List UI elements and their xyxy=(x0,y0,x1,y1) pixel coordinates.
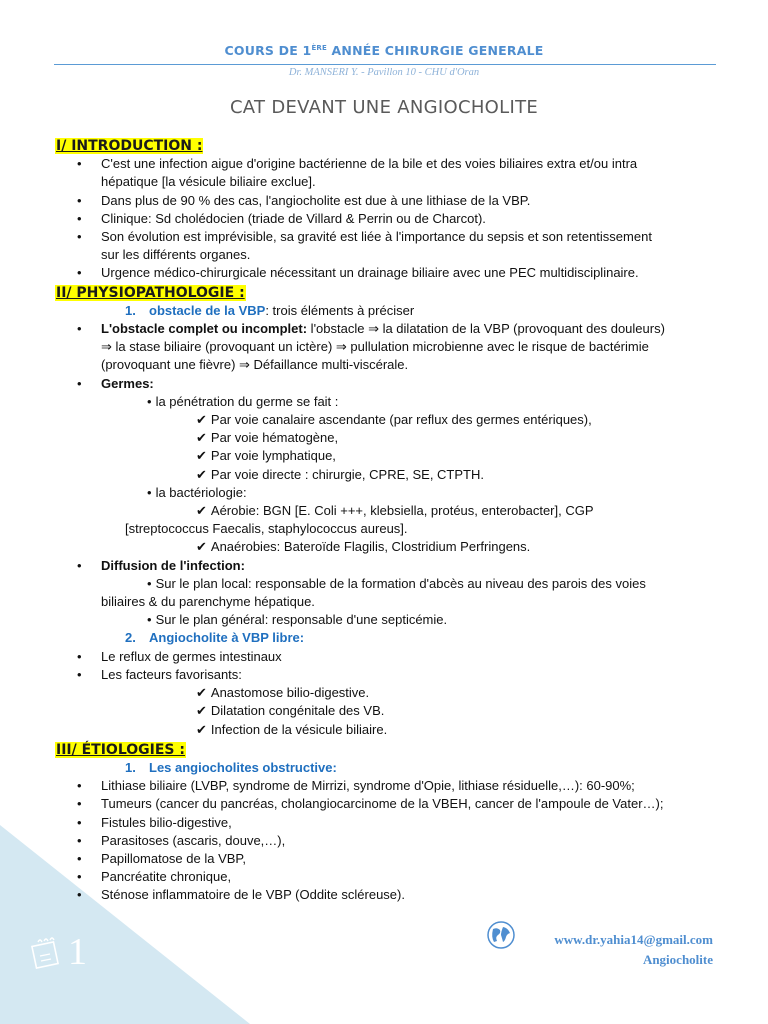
document-body xyxy=(55,137,715,905)
check-item: ✔ Dilatation congénitale des VB. xyxy=(196,703,385,719)
check-item: ✔ Infection de la vésicule biliaire. xyxy=(196,721,388,737)
check-item: ✔ Anaérobies: Bateroïde Flagilis, Clostridium Perfringens. xyxy=(196,539,531,555)
sub-item: • Sur le plan général: responsable d'une septicémie. xyxy=(147,612,448,628)
author-line: Dr. MANSERI Y. - Pavillon 10 - CHU d'Oran xyxy=(288,67,480,78)
sub-item: • la bactériologie: xyxy=(147,484,247,500)
check-icon: ✔ xyxy=(196,448,207,464)
check-item: ✔ Aérobie: BGN [E. Coli +++, klebsiella, protéus, enterobacter], CGP xyxy=(196,503,594,519)
list-item: • Parasitoses (ascaris, douve,…), xyxy=(77,832,286,848)
section-heading-physiopathologie: II/ PHYSIOPATHOLOGIE : xyxy=(56,284,245,301)
check-item: ✔ Par voie canalaire ascendante (par reflux des germes entériques), xyxy=(196,412,592,428)
list-item: • C'est une infection aigue d'origine bactérienne de la bile et des voies biliaires extra et/ou intra hépatique [la vésicule biliaire exclue]. xyxy=(77,156,638,190)
check-icon: ✔ xyxy=(196,539,207,555)
sub-item-continuation: biliaires & du parenchyme hépatique. xyxy=(101,594,315,610)
section-heading-etiologies: III/ ÉTIOLOGIES : xyxy=(56,741,185,758)
list-item: • Lithiase biliaire (LVBP, syndrome de Mirrizi, syndrome d'Opie, lithiase résiduelle,…): 60-90%; xyxy=(77,778,635,794)
section-heading-introduction: I/ INTRODUCTION : xyxy=(56,138,203,154)
list-item: • Clinique: Sd cholédocien (triade de Villard & Perrin ou de Charcot). xyxy=(77,210,486,226)
check-item: ✔ Par voie directe : chirurgie, CPRE, SE, CTPTH. xyxy=(196,466,484,482)
check-icon: ✔ xyxy=(196,466,207,482)
list-item: • Germes: xyxy=(77,375,154,391)
page-number: 1 xyxy=(68,931,87,973)
list-item: • Sténose inflammatoire de le VBP (Oddite scléreuse). xyxy=(77,887,405,903)
check-icon: ✔ xyxy=(196,721,207,737)
globe-icon xyxy=(486,920,516,950)
check-item: ✔ Par voie hématogène, xyxy=(196,430,339,446)
subheading-vbp-libre: 2. Angiocholite à VBP libre: xyxy=(125,630,305,646)
list-item: • Son évolution est imprévisible, sa gravité est liée à l'importance du sepsis et son retentissement sur les différents organes. xyxy=(77,229,652,263)
check-item: ✔ Anastomose bilio-digestive. xyxy=(196,685,370,701)
list-item: • Tumeurs (cancer du pancréas, cholangiocarcinome de la VBEH, cancer de l'ampoule de Vater…); xyxy=(77,796,664,812)
check-item-continuation: [streptococcus Faecalis, staphylococcus aureus]. xyxy=(125,521,408,537)
footer xyxy=(554,930,713,970)
list-item: • Diffusion de l'infection: xyxy=(77,557,245,573)
list-item: • Pancréatite chronique, xyxy=(77,869,232,885)
check-item: ✔ Par voie lymphatique, xyxy=(196,448,336,464)
header-rule xyxy=(54,64,716,65)
check-icon: ✔ xyxy=(196,430,207,446)
subheading-obstructive: 1. Les angiocholites obstructive: xyxy=(125,759,337,775)
list-item: • Fistules bilio-digestive, xyxy=(77,814,232,830)
footer-email[interactable]: www.dr.yahia14@gmail.com xyxy=(554,932,713,947)
check-icon: ✔ xyxy=(196,703,207,719)
subheading-obstacle: 1. obstacle de la VBP: trois éléments à préciser xyxy=(125,302,415,318)
list-item: • L'obstacle complet ou incomplet: l'obstacle ⇒ la dilatation de la VBP (provoquant des douleurs) ⇒ la stase biliaire (provoquant un ictère) ⇒ pullulation microbienne avec le risque de bactérimie (provoquant une fièvre) ⇒ Défaillance multi-viscérale. xyxy=(77,321,665,373)
course-header: COURS DE 1ÈRE ANNÉE CHIRURGIE GENERALE xyxy=(224,43,544,58)
sub-item: • Sur le plan local: responsable de la formation d'abcès au niveau des parois des voies xyxy=(147,575,646,591)
list-item: • Les facteurs favorisants: xyxy=(77,666,242,682)
notepad-icon xyxy=(26,936,64,970)
check-icon: ✔ xyxy=(196,685,207,701)
list-item: • Le reflux de germes intestinaux xyxy=(77,648,282,664)
list-item: • Papillomatose de la VBP, xyxy=(77,850,247,866)
list-item: • Urgence médico-chirurgicale nécessitant un drainage biliaire avec une PEC multidisciplinaire. xyxy=(77,265,639,281)
footer-topic: Angiocholite xyxy=(642,952,713,967)
page-title: CAT DEVANT UNE ANGIOCHOLITE xyxy=(229,97,539,118)
check-icon: ✔ xyxy=(196,503,207,519)
list-item: • Dans plus de 90 % des cas, l'angiocholite est due à une lithiase de la VBP. xyxy=(77,192,531,208)
sub-item: • la pénétration du germe se fait : xyxy=(147,393,339,409)
check-icon: ✔ xyxy=(196,412,207,428)
